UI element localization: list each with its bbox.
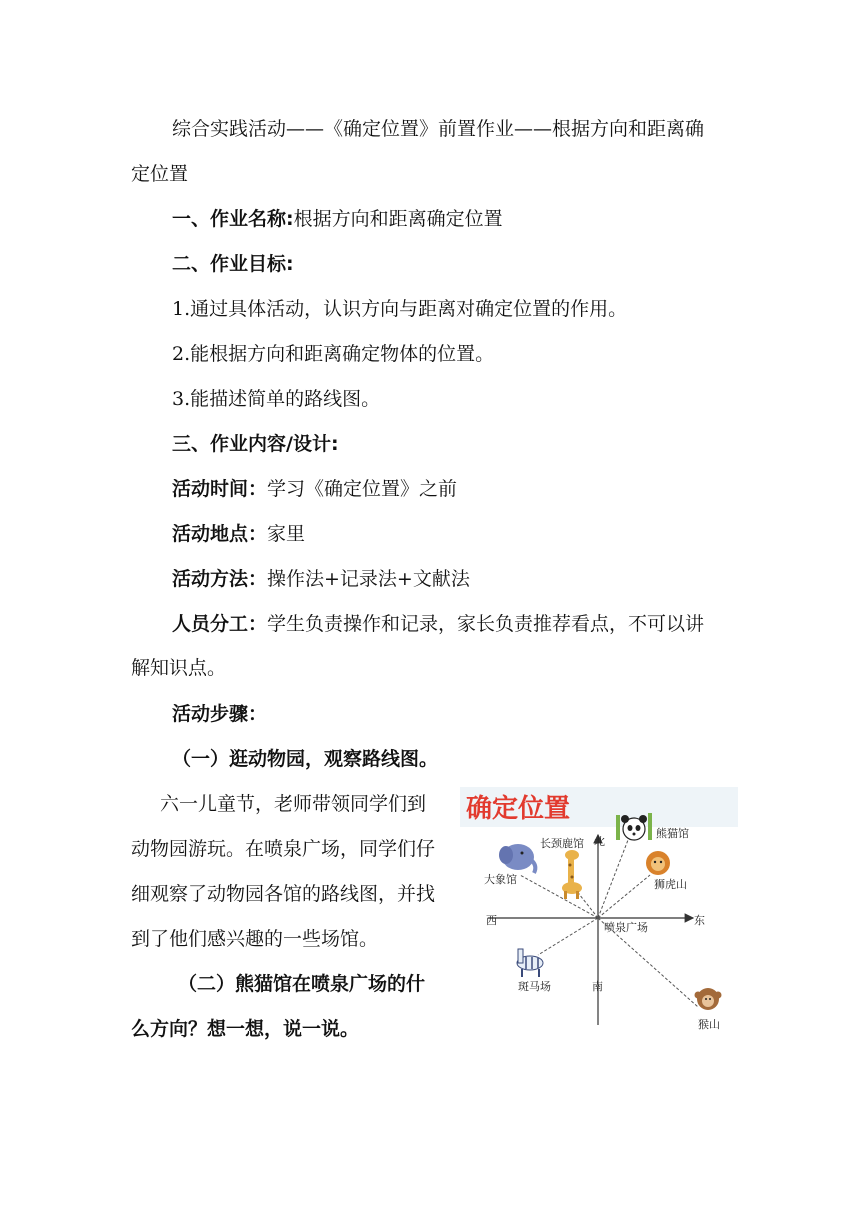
activity-roles-cont: 解知识点。 [131,657,227,679]
south-label: 南 [592,980,603,993]
elephant-label: 大象馆 [484,873,517,886]
step1-para-line4: 到了他们感兴趣的一些场馆。 [131,928,379,950]
zoo-map-svg [458,785,740,1045]
activity-time [172,477,457,501]
section-name [172,207,503,231]
lion-label: 狮虎山 [654,878,687,891]
activity-roles [172,612,704,636]
figure-title: 确定位置 [466,794,571,824]
activity-place-value: 家里 [267,523,306,545]
doc-title-line2: 定位置 [131,163,189,185]
activity-time-label: 活动时间： [172,478,268,500]
giraffe-label: 长颈鹿馆 [540,837,584,850]
activity-method-value: 操作法+记录法+文献法 [267,568,470,590]
zoo-map-figure [458,785,740,1045]
step1-heading: （一）逛动物园，观察路线图。 [172,748,439,770]
activity-roles-value: 学生负责操作和记录，家长负责推荐看点，不可以讲 [267,613,705,635]
activity-method [172,567,470,591]
section-goals-label: 二、作业目标: [172,253,294,275]
step1-para-line1: 六一儿童节，老师带领同学们到 [160,793,427,815]
lion-icon [646,851,670,875]
west-label: 西 [486,914,497,927]
center-label: 喷泉广场 [604,921,648,934]
section-content-label: 三、作业内容/设计: [172,433,339,455]
doc-title-line1: 综合实践活动——《确定位置》前置作业——根据方向和距离确 [172,118,705,140]
section-name-label: 一、作业名称: [172,208,294,230]
panda-label: 熊猫馆 [656,827,689,840]
goal-item-2: 2.能根据方向和距离确定物体的位置。 [172,343,495,365]
activity-place [172,522,305,546]
east-label: 东 [694,914,705,927]
step2-heading-line1: （二）熊猫馆在喷泉广场的什 [178,973,426,995]
goal-item-3: 3.能描述简单的路线图。 [172,388,381,410]
activity-time-value: 学习《确定位置》之前 [267,478,458,500]
activity-place-label: 活动地点： [172,523,268,545]
monkey-label: 猴山 [698,1018,720,1031]
zebra-label: 斑马场 [518,980,551,993]
activity-steps-label: 活动步骤： [172,703,268,725]
step2-heading-line2: 么方向？想一想，说一说。 [131,1018,360,1040]
step1-para-line2: 动物园游玩。在喷泉广场，同学们仔 [131,838,436,860]
activity-method-label: 活动方法： [172,568,268,590]
north-label: 北 [594,835,605,848]
activity-roles-label: 人员分工： [172,613,268,635]
section-name-value: 根据方向和距离确定位置 [293,208,503,230]
step1-para-line3: 细观察了动物园各馆的路线图，并找 [131,883,436,905]
goal-item-1: 1.通过具体活动，认识方向与距离对确定位置的作用。 [172,298,628,320]
